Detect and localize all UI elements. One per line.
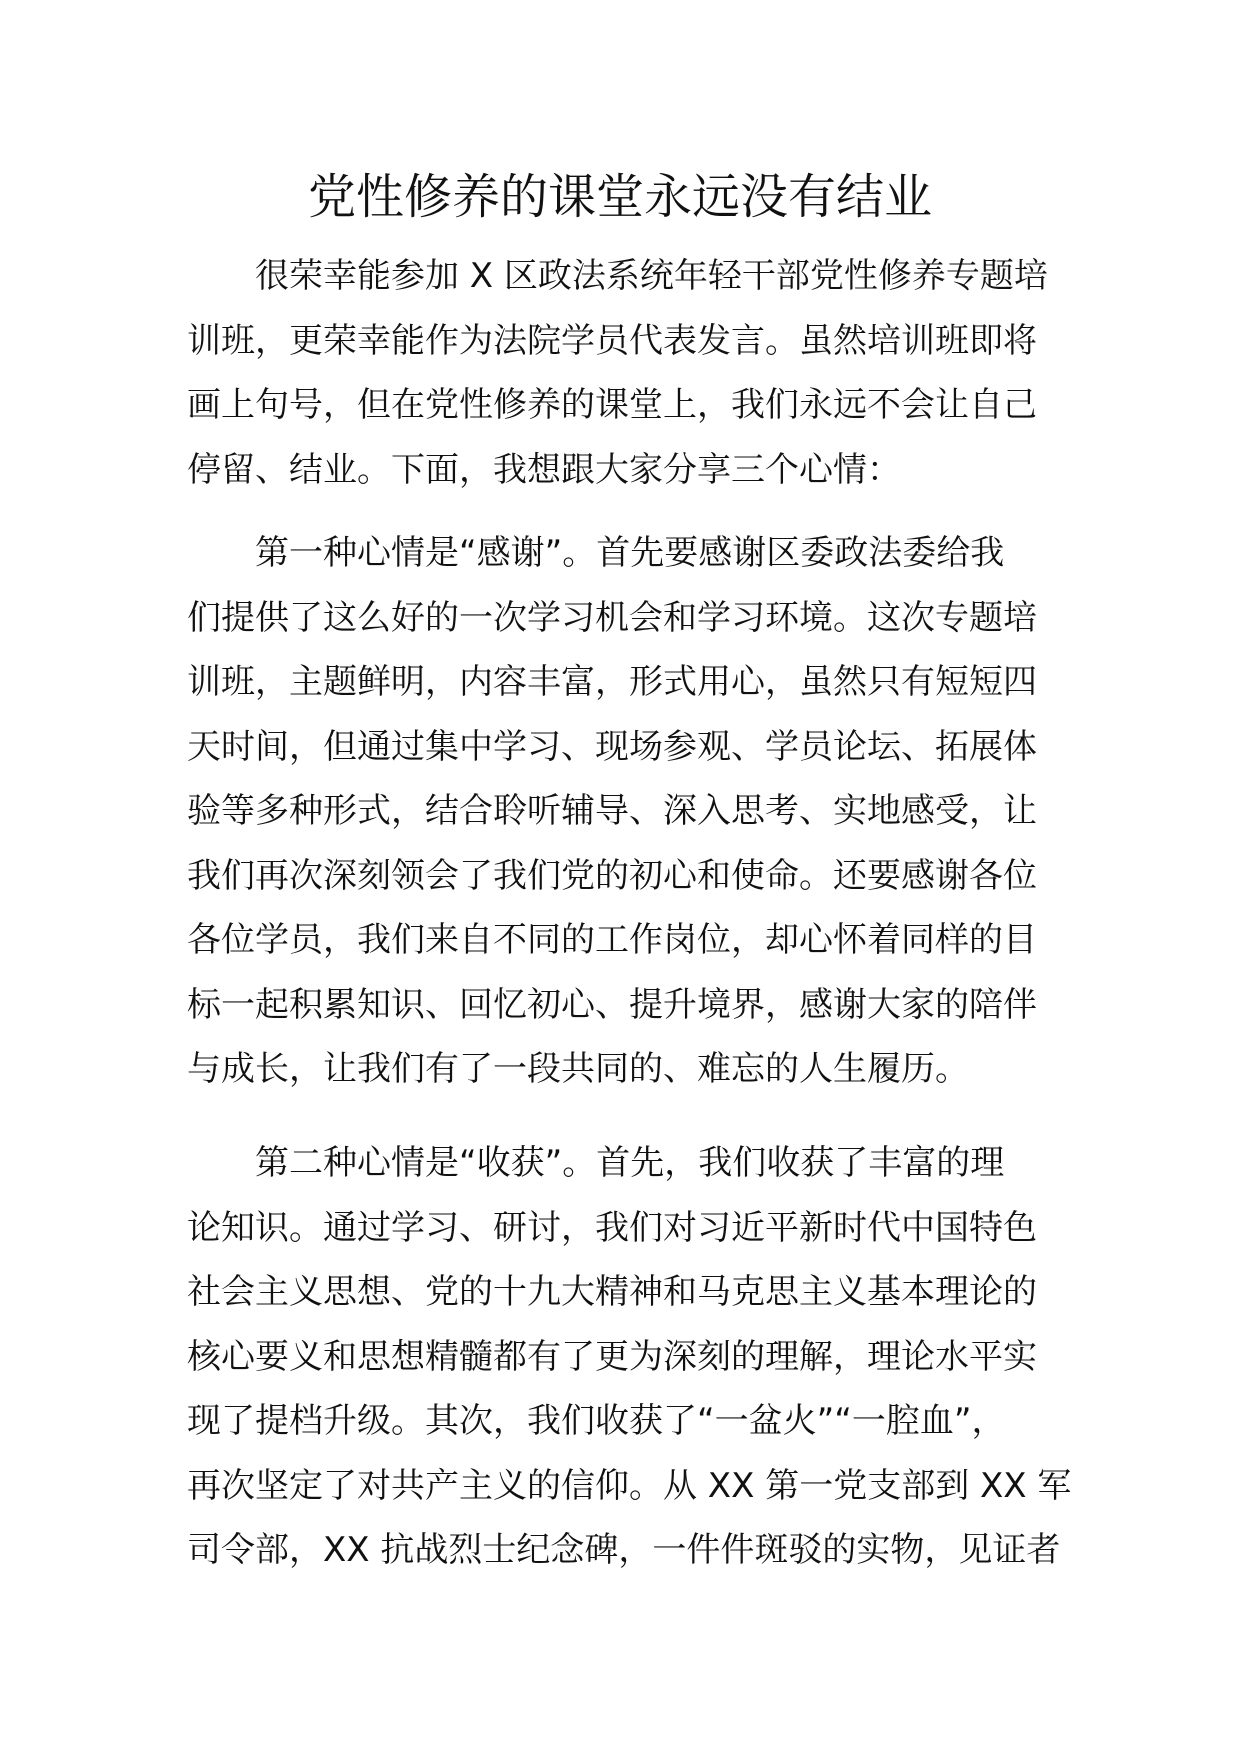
text-line: 各位学员，我们来自不同的工作岗位，却心怀着同样的目 bbox=[187, 920, 1037, 960]
text-line: 与成长，让我们有了一段共同的、难忘的人生履历。 bbox=[187, 1049, 969, 1089]
paragraph-harvest bbox=[187, 1131, 1072, 1583]
text-line: 验等多种形式，结合聆听辅导、深入思考、实地感受，让 bbox=[187, 791, 1037, 831]
text-line: 核心要义和思想精髓都有了更为深刻的理解，理论水平实 bbox=[187, 1336, 1037, 1377]
text-line: 停留、结业。下面，我想跟大家分享三个心情： bbox=[187, 449, 901, 490]
text-line: 标一起积累知识、回忆初心、提升境界，感谢大家的陪伴 bbox=[187, 984, 1037, 1025]
text-line: 我们再次深刻领会了我们党的初心和使命。还要感谢各位 bbox=[187, 855, 1037, 896]
text-line: 第二种心情是“收获”。首先，我们收获了丰富的理 bbox=[255, 1143, 1005, 1183]
text-line: 再次坚定了对共产主义的信仰。从 XX 第一党支部到 XX 军 bbox=[187, 1465, 1072, 1506]
text-line: 现了提档升级。其次，我们收获了“一盆火”“一腔血”， bbox=[187, 1401, 1006, 1441]
text-line: 司令部，XX 抗战烈士纪念碑，一件件斑驳的实物，见证者 bbox=[187, 1530, 1061, 1570]
text-line: 第一种心情是“感谢”。首先要感谢区委政法委给我 bbox=[255, 533, 1005, 573]
document-title: 党性修养的课堂永远没有结业 bbox=[307, 169, 932, 225]
text-line: 们提供了这么好的一次学习机会和学习环境。这次专题培 bbox=[187, 597, 1037, 638]
paragraph-thanks-intro bbox=[187, 244, 1053, 502]
text-line: 社会主义思想、党的十九大精神和马克思主义基本理论的 bbox=[187, 1272, 1037, 1312]
text-line: 天时间，但通过集中学习、现场参观、学员论坛、拓展体 bbox=[187, 726, 1037, 767]
paragraph-gratitude bbox=[187, 521, 1053, 1102]
text-line: 很荣幸能参加 X 区政法系统年轻干部党性修养专题培 bbox=[255, 256, 1048, 296]
text-line: 训班，主题鲜明，内容丰富，形式用心，虽然只有短短四 bbox=[187, 662, 1037, 702]
text-line: 论知识。通过学习、研讨，我们对习近平新时代中国特色 bbox=[187, 1207, 1037, 1248]
text-line: 训班，更荣幸能作为法院学员代表发言。虽然培训班即将 bbox=[187, 320, 1037, 361]
text-line: 画上句号，但在党性修养的课堂上，我们永远不会让自己 bbox=[187, 385, 1037, 425]
